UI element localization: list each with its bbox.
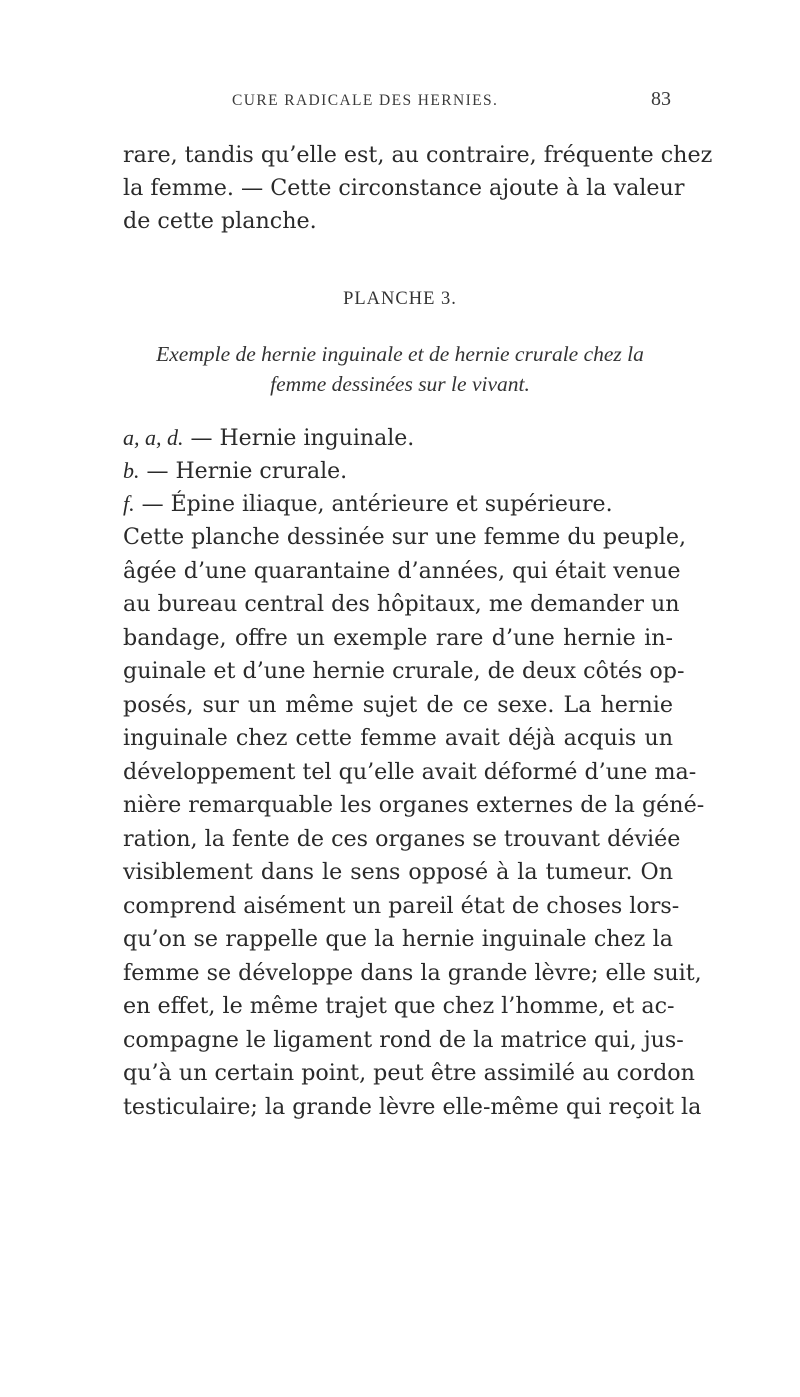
- body-line: compagne le ligament rond de la matrice qui, jus-: [123, 1027, 684, 1053]
- legend-item: [123, 424, 414, 453]
- legend-item: [123, 457, 347, 486]
- legend-text: — Hernie crurale.: [139, 459, 348, 484]
- page-number: 83: [651, 88, 671, 110]
- running-head: CURE RADICALE DES HERNIES.: [232, 92, 499, 109]
- body-line: ration, la fente de ces organes se trouvant déviée: [123, 826, 681, 852]
- body-line: inguinale chez cette femme avait déjà acquis un: [123, 725, 673, 751]
- body-line: femme se développe dans la grande lèvre; elle suit,: [123, 960, 702, 986]
- body-line: guinale et d’une hernie crurale, de deux côtés op-: [123, 658, 685, 684]
- body-line: qu’à un certain point, peut être assimilé au cordon: [123, 1060, 695, 1086]
- body-line: bandage, offre un exemple rare d’une hernie in-: [123, 625, 673, 651]
- plate-heading: PLANCHE 3.: [343, 289, 457, 309]
- body-line: qu’on se rappelle que la hernie inguinale chez la: [123, 926, 673, 952]
- legend-letters: a, a, d.: [123, 425, 184, 450]
- body-line: visiblement dans le sens opposé à la tumeur. On: [123, 859, 673, 885]
- body-line: testiculaire; la grande lèvre elle-même qui reçoit la: [123, 1094, 702, 1120]
- body-line: âgée d’une quarantaine d’années, qui était venue: [123, 558, 681, 584]
- legend-text: — Hernie inguinale.: [183, 426, 415, 451]
- body-line: développement tel qu’elle avait déformé d’une ma-: [123, 759, 697, 785]
- intro-line: rare, tandis qu’elle est, au contraire, fréquente chez: [123, 142, 713, 168]
- intro-line: de cette planche.: [123, 208, 317, 234]
- intro-line: la femme. — Cette circonstance ajoute à la valeur: [123, 175, 685, 201]
- body-line: comprend aisément un pareil état de choses lors-: [123, 893, 680, 919]
- legend-letters: f.: [123, 491, 135, 516]
- body-line: nière remarquable les organes externes de la géné-: [123, 792, 705, 818]
- legend-item: [123, 490, 613, 519]
- body-line: au bureau central des hôpitaux, me demander un: [123, 591, 680, 617]
- plate-caption-line: femme dessinées sur le vivant.: [270, 372, 530, 396]
- body-line: Cette planche dessinée sur une femme du peuple,: [123, 524, 686, 550]
- legend-letters: b.: [123, 458, 140, 483]
- plate-caption-line: Exemple de hernie inguinale et de hernie crurale chez la: [156, 342, 644, 366]
- body-line: posés, sur un même sujet de ce sexe. La hernie: [123, 692, 673, 718]
- body-line: en effet, le même trajet que chez l’homme, et ac-: [123, 993, 675, 1019]
- legend-text: — Épine iliaque, antérieure et supérieure.: [134, 492, 613, 517]
